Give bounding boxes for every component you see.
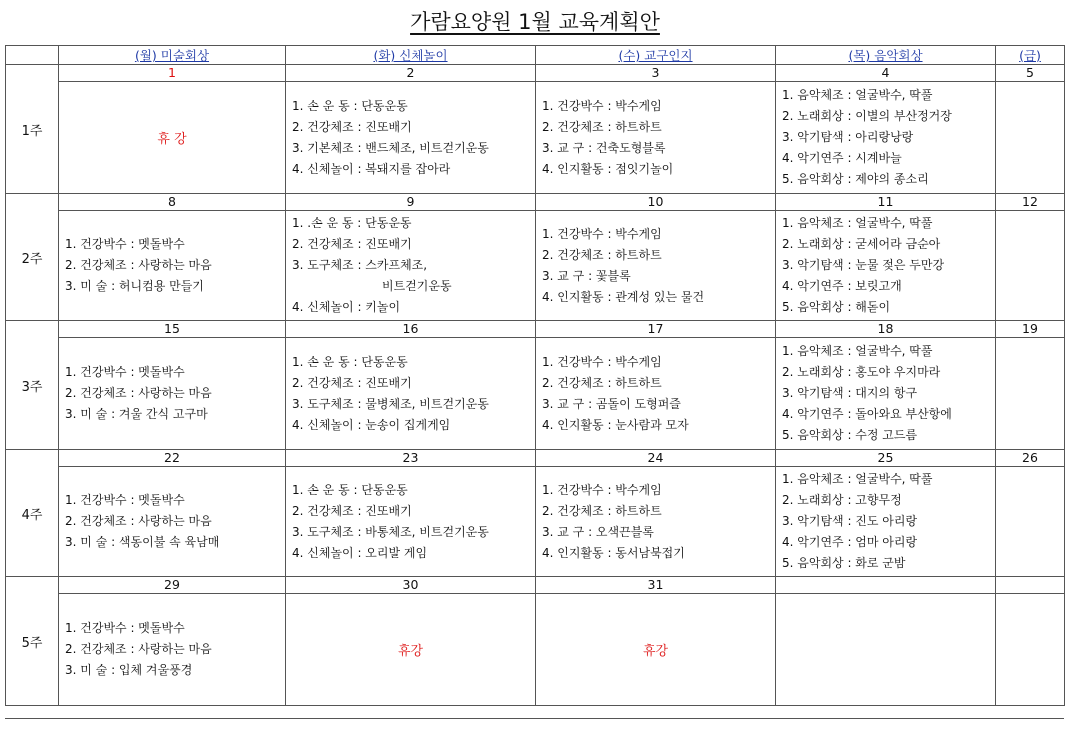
bottom-rule xyxy=(5,718,1064,719)
activity-line: 3. 교 구 : 곰돌이 도형퍼즐 xyxy=(542,396,681,411)
holiday-label: 휴강 xyxy=(397,644,424,659)
activity-line: 2. 건강체조 : 진또배기 xyxy=(292,375,412,390)
holiday-label: 휴 강 xyxy=(157,132,187,147)
date-cell: 24 xyxy=(536,450,776,467)
date-cell: 23 xyxy=(286,450,536,467)
date-cell: 26 xyxy=(996,450,1065,467)
date-cell: 3 xyxy=(536,65,776,82)
activity-line: 1. .손 운 동 : 단동운동 xyxy=(292,216,412,230)
activity-line: 4. 악기연주 : 돌아와요 부산항에 xyxy=(782,407,952,421)
activity-line: 4. 악기연주 : 엄마 아리랑 xyxy=(782,535,918,549)
week-content-row xyxy=(6,82,1065,194)
date-cell: 30 xyxy=(286,577,536,594)
activity-line: 2. 건강체조 : 진또배기 xyxy=(292,503,412,518)
activity-line: 1. 손 운 동 : 단동운동 xyxy=(292,98,408,113)
activity-line: 1. 건강박수 : 멧돌박수 xyxy=(65,621,185,635)
date-cell: 2 xyxy=(286,65,536,82)
activity-line: 1. 건강박수 : 박수게임 xyxy=(542,98,662,113)
activity-cell xyxy=(536,211,776,321)
activity-line: 2. 노래회상 : 고향무정 xyxy=(782,493,902,507)
week-date-row xyxy=(6,321,1065,338)
activity-cell xyxy=(286,82,536,194)
friday-cell xyxy=(996,338,1065,450)
friday-cell xyxy=(996,211,1065,321)
week-date-row xyxy=(6,450,1065,467)
page-title-text: 가람요양원 1월 교육계획안 xyxy=(410,10,660,34)
activity-line: 3. 교 구 : 꽃블록 xyxy=(542,268,631,283)
activity-cell xyxy=(536,338,776,450)
activity-line: 1. 건강박수 : 멧돌박수 xyxy=(65,237,185,251)
activity-line: 4. 인지활동 : 관계성 있는 물건 xyxy=(542,289,705,304)
date-cell: 18 xyxy=(776,321,996,338)
date-cell xyxy=(996,577,1065,594)
activity-line: 1. 건강박수 : 박수게임 xyxy=(542,354,662,369)
activity-line: 3. 미 술 : 색동이불 속 육남매 xyxy=(65,535,220,549)
date-cell: 8 xyxy=(59,194,286,211)
activity-line: 1. 손 운 동 : 단동운동 xyxy=(292,354,408,369)
date-cell: 5 xyxy=(996,65,1065,82)
activity-line: 2. 건강체조 : 사랑하는 마음 xyxy=(65,514,212,528)
week-label: 3주 xyxy=(6,321,59,450)
activity-cell xyxy=(776,594,996,706)
activity-cell xyxy=(536,82,776,194)
activity-line: 3. 도구체조 : 물병체조, 비트걷기운동 xyxy=(292,396,489,411)
activity-line: 1. 음악체조 : 얼굴박수, 딱풀 xyxy=(782,472,933,486)
activity-cell xyxy=(286,467,536,577)
date-cell xyxy=(776,577,996,594)
week-date-row xyxy=(6,577,1065,594)
activity-line: 2. 건강체조 : 하트하트 xyxy=(542,119,662,134)
activity-cell xyxy=(776,467,996,577)
activity-line: 1. 음악체조 : 얼굴박수, 딱풀 xyxy=(782,344,933,358)
week-content-row xyxy=(6,594,1065,706)
activity-line: 4. 신체놀이 : 키놀이 xyxy=(292,300,401,314)
holiday-cell xyxy=(286,594,536,706)
activity-line: 2. 건강체조 : 진또배기 xyxy=(292,237,412,251)
week-content-row xyxy=(6,467,1065,577)
activity-line: 1. 건강박수 : 박수게임 xyxy=(542,482,662,497)
date-cell: 22 xyxy=(59,450,286,467)
header-week xyxy=(6,46,59,65)
activity-line: 4. 인지활동 : 동서남북접기 xyxy=(542,545,685,560)
activity-line: 1. 건강박수 : 박수게임 xyxy=(542,226,662,241)
page-title xyxy=(0,8,1070,36)
activity-line: 2. 노래회상 : 홍도야 우지마라 xyxy=(782,365,941,379)
date-cell: 31 xyxy=(536,577,776,594)
activity-cell xyxy=(776,211,996,321)
date-cell: 1 xyxy=(59,65,286,82)
activity-line: 5. 음악회상 : 제야의 종소리 xyxy=(782,172,929,186)
activity-cell xyxy=(59,211,286,321)
week-content-row xyxy=(6,338,1065,450)
date-cell: 4 xyxy=(776,65,996,82)
header-wednesday: (수) 교구인지 xyxy=(536,46,776,65)
date-cell: 29 xyxy=(59,577,286,594)
activity-line: 2. 건강체조 : 사랑하는 마음 xyxy=(65,642,212,656)
holiday-cell xyxy=(59,82,286,194)
activity-line: 1. 음악체조 : 얼굴박수, 딱풀 xyxy=(782,88,933,102)
activity-cell xyxy=(286,338,536,450)
activity-line: 3. 교 구 : 건축도형블록 xyxy=(542,140,666,155)
activity-line: 4. 신체놀이 : 오리발 게임 xyxy=(292,545,428,560)
activity-cell xyxy=(536,467,776,577)
activity-line: 4. 악기연주 : 보릿고개 xyxy=(782,279,902,293)
activity-line: 3. 미 술 : 입체 겨울풍경 xyxy=(65,663,193,677)
activity-line: 3. 악기탐색 : 진도 아리랑 xyxy=(782,514,918,528)
activity-line: 2. 노래회상 : 이별의 부산정거장 xyxy=(782,109,952,123)
activity-line: 2. 건강체조 : 진또배기 xyxy=(292,119,412,134)
header-friday: (금) xyxy=(996,46,1065,65)
activity-line: 1. 손 운 동 : 단동운동 xyxy=(292,482,408,497)
activity-line: 2. 건강체조 : 하트하트 xyxy=(542,247,662,262)
date-cell: 11 xyxy=(776,194,996,211)
activity-cell xyxy=(59,594,286,706)
week-content-row xyxy=(6,211,1065,321)
activity-cell xyxy=(286,211,536,321)
week-label: 5주 xyxy=(6,577,59,706)
activity-line: 1. 음악체조 : 얼굴박수, 딱풀 xyxy=(782,216,933,230)
activity-cell xyxy=(776,338,996,450)
week-label: 2주 xyxy=(6,194,59,321)
activity-cell xyxy=(59,467,286,577)
week-label: 4주 xyxy=(6,450,59,577)
week-date-row xyxy=(6,65,1065,82)
date-cell: 15 xyxy=(59,321,286,338)
holiday-cell xyxy=(536,594,776,706)
activity-line: 3. 악기탐색 : 대지의 항구 xyxy=(782,386,918,400)
activity-line: 3. 도구체조 : 스카프체조, xyxy=(292,258,428,272)
activity-line: 4. 신체놀이 : 눈송이 집게게임 xyxy=(292,417,451,432)
date-cell: 25 xyxy=(776,450,996,467)
activity-line: 2. 건강체조 : 사랑하는 마음 xyxy=(65,386,212,400)
activity-line: 2. 건강체조 : 하트하트 xyxy=(542,375,662,390)
header-thursday: (목) 음악회상 xyxy=(776,46,996,65)
header-monday: (월) 미술회상 xyxy=(59,46,286,65)
activity-line: 4. 인지활동 : 점잇기놀이 xyxy=(542,161,674,176)
friday-cell xyxy=(996,467,1065,577)
activity-line: 1. 건강박수 : 멧돌박수 xyxy=(65,493,185,507)
date-cell: 17 xyxy=(536,321,776,338)
date-cell: 19 xyxy=(996,321,1065,338)
activity-line: 2. 건강체조 : 하트하트 xyxy=(542,503,662,518)
activity-line: 4. 신체놀이 : 복돼지를 잡아라 xyxy=(292,161,451,176)
activity-line: 3. 기본체조 : 밴드체조, 비트걷기운동 xyxy=(292,140,489,155)
activity-line: 3. 도구체조 : 바통체조, 비트걷기운동 xyxy=(292,524,489,539)
activity-line: 4. 악기연주 : 시계바늘 xyxy=(782,151,902,165)
activity-line: 3. 교 구 : 오색끈블록 xyxy=(542,524,654,539)
activity-line: 1. 건강박수 : 멧돌박수 xyxy=(65,365,185,379)
activity-line: 3. 미 술 : 허니컴용 만들기 xyxy=(65,279,204,293)
week-label: 1주 xyxy=(6,65,59,194)
holiday-label: 휴강 xyxy=(642,644,669,659)
activity-line: 5. 음악회상 : 화로 군밤 xyxy=(782,556,906,570)
activity-cell xyxy=(59,338,286,450)
header-row xyxy=(6,46,1065,65)
schedule-table xyxy=(5,45,1065,706)
activity-line: 비트걷기운동 xyxy=(382,279,452,293)
activity-line: 4. 인지활동 : 눈사람과 모자 xyxy=(542,417,689,432)
activity-line: 2. 노래회상 : 굳세어라 금순아 xyxy=(782,237,941,251)
date-cell: 9 xyxy=(286,194,536,211)
activity-line: 5. 음악회상 : 수정 고드름 xyxy=(782,428,918,442)
friday-cell xyxy=(996,594,1065,706)
activity-line: 5. 음악회상 : 해돋이 xyxy=(782,300,891,314)
activity-line: 3. 악기탐색 : 눈물 젖은 두만강 xyxy=(782,258,945,272)
activity-line: 3. 악기탐색 : 아리랑낭랑 xyxy=(782,130,914,144)
activity-cell xyxy=(776,82,996,194)
friday-cell xyxy=(996,82,1065,194)
date-cell: 10 xyxy=(536,194,776,211)
week-date-row xyxy=(6,194,1065,211)
date-cell: 12 xyxy=(996,194,1065,211)
activity-line: 3. 미 술 : 겨울 간식 고구마 xyxy=(65,407,208,421)
date-cell: 16 xyxy=(286,321,536,338)
activity-line: 2. 건강체조 : 사랑하는 마음 xyxy=(65,258,212,272)
header-tuesday: (화) 신체놀이 xyxy=(286,46,536,65)
